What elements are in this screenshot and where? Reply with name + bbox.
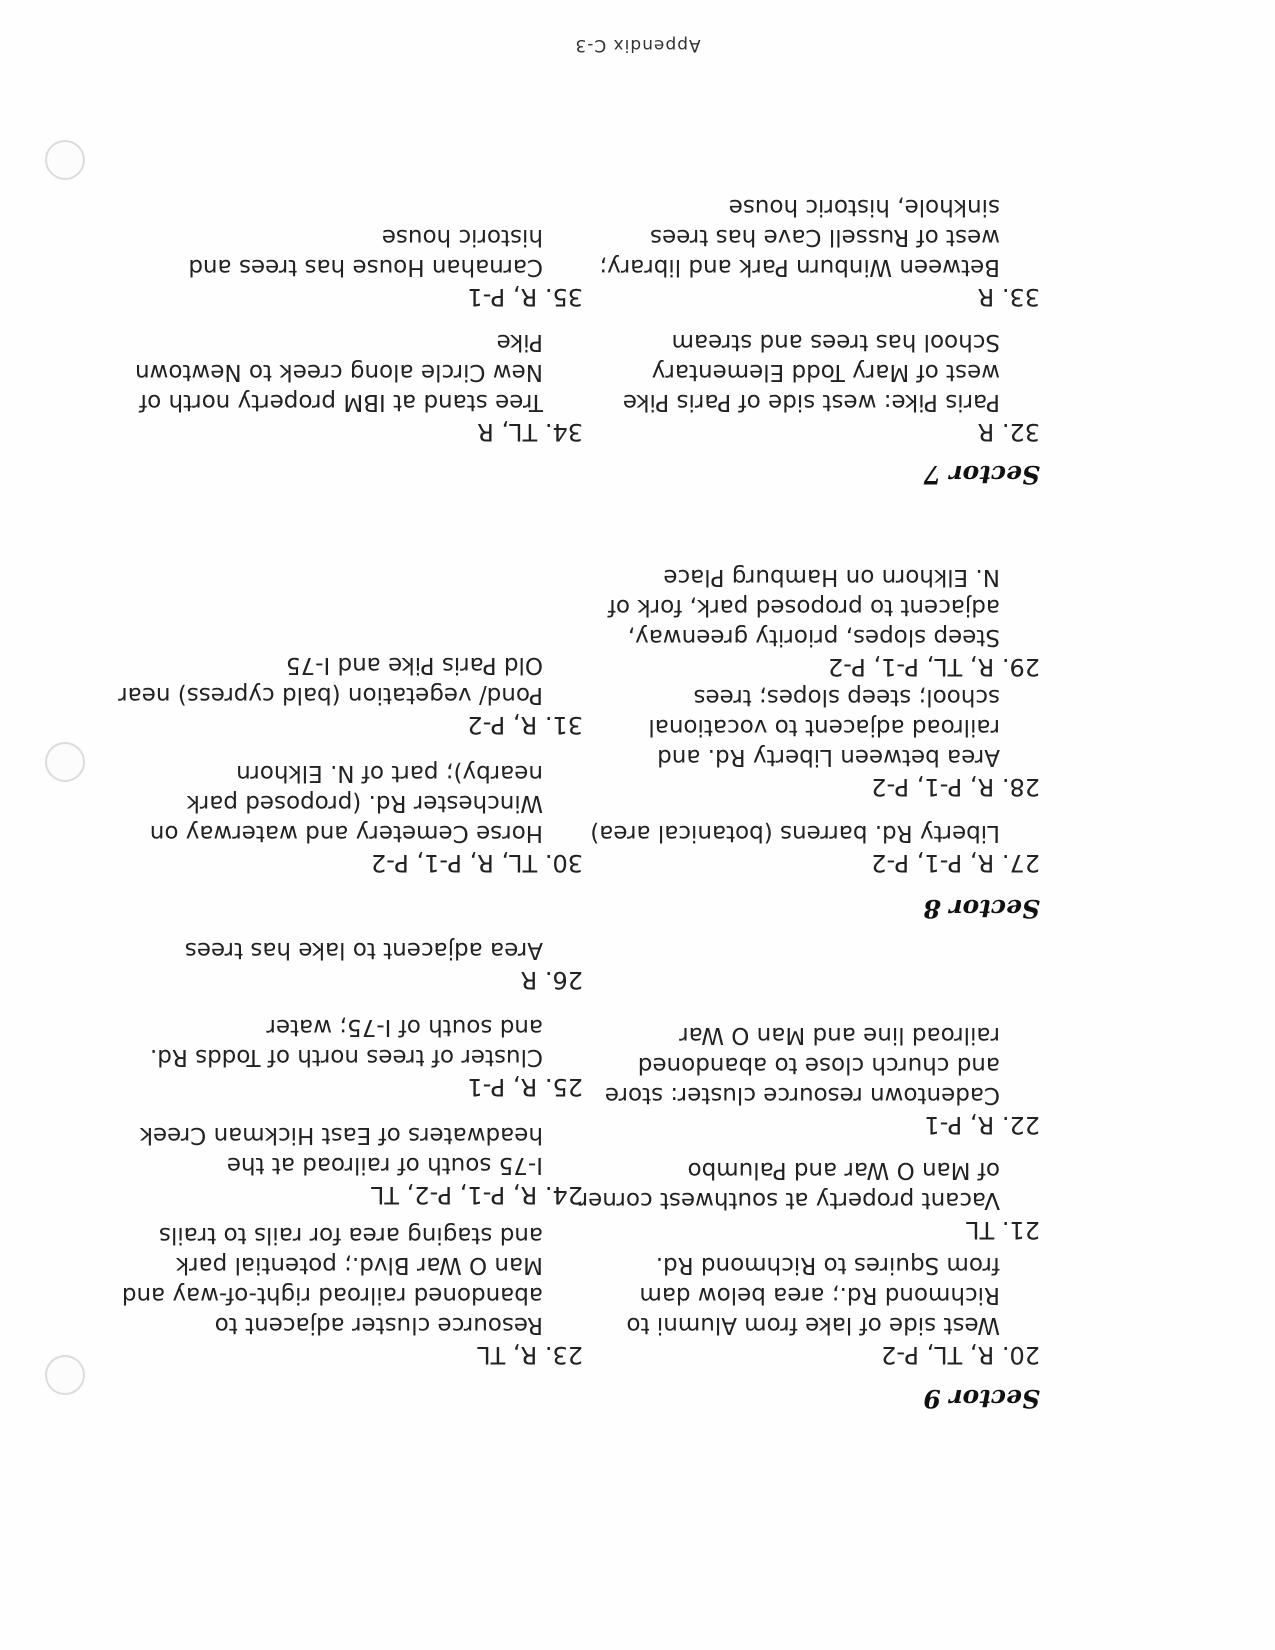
entry-24-line-1: I-75 south of railroad at the <box>226 1152 543 1178</box>
entry-29-codes: 29. R, TL, P-1, P-2 <box>827 653 1040 681</box>
entry-35 <box>188 222 583 312</box>
entry-23 <box>122 1220 583 1370</box>
entry-20-line-2: Richmond Rd.; area below dam <box>639 1282 1000 1308</box>
entry-31-codes: 31. R, P-2 <box>467 711 583 739</box>
entry-30-line-3: nearby); part of N. Elkhorn <box>236 760 543 786</box>
entry-34-line-3: Pike <box>496 329 543 355</box>
entry-23-line-2: abandoned railroad right-of-way and <box>121 1282 543 1308</box>
entry-21-line-2: of Man O War and Palumbo <box>687 1157 1000 1183</box>
binder-hole-top <box>45 1355 85 1395</box>
entry-26 <box>185 935 583 995</box>
entry-20-line-1: West side of lake from Alumni to <box>626 1312 1000 1338</box>
entry-22-codes: 22. R, P-1 <box>924 1111 1040 1139</box>
entry-23-line-1: Resource cluster adjacent to <box>214 1312 543 1338</box>
entry-34-line-2: New Circle along creek to Newtown <box>135 359 543 385</box>
entry-20 <box>626 1250 1040 1370</box>
entry-34-codes: 34. TL, R <box>477 418 583 446</box>
entry-23-line-4: and staging area for rails to trails <box>158 1222 543 1248</box>
entry-32-line-1: Paris Pike: west side of Paris Pike <box>622 389 1000 415</box>
entry-28-line-2: railroad adjacent to vocational <box>648 714 1000 740</box>
entry-33-line-3: sinkhole, historic house <box>728 194 1000 220</box>
entry-28-line-3: school; steep slopes; trees <box>693 684 1000 710</box>
entry-34-line-1: Tree stand at IBM property north of <box>139 389 543 415</box>
entry-33 <box>599 192 1040 312</box>
entry-21 <box>579 1155 1040 1245</box>
entry-30-line-1: Horse Cemetery and waterway on <box>149 820 543 846</box>
entry-30-codes: 30. TL, R, P-1, P-2 <box>370 849 583 877</box>
entry-27-line-1: Liberty Rd. barrens (botanical area) <box>590 820 1000 846</box>
entry-35-codes: 35. R, P-1 <box>467 283 583 311</box>
entry-22-line-1: Cadentown resource cluster: store <box>604 1082 1000 1108</box>
entry-24-codes: 24. R, P-1, P-2, TL <box>370 1181 583 1209</box>
entry-35-line-1: Carnahan House has trees and <box>188 254 543 280</box>
entry-33-line-1: Between Winburn Park and library; <box>599 254 1000 280</box>
entry-20-codes: 20. R, TL, P-2 <box>881 1341 1040 1369</box>
page-footer: Appendix C-3 <box>574 35 701 55</box>
entry-33-codes: 33. R <box>977 283 1040 311</box>
entry-21-codes: 21. TL <box>966 1216 1040 1244</box>
entry-26-line-1: Area adjacent to lake has trees <box>184 937 543 963</box>
entry-30-line-2: Winchester Rd. (proposed park <box>186 790 543 816</box>
entry-35-line-2: historic house <box>381 224 543 250</box>
entry-32-codes: 32. R <box>977 418 1040 446</box>
entry-28 <box>648 682 1040 802</box>
entry-25 <box>150 1012 583 1102</box>
entry-29 <box>608 562 1040 682</box>
entry-34 <box>135 327 583 447</box>
entry-21-line-1: Vacant property at southwest corner <box>578 1187 1000 1213</box>
entry-32 <box>623 327 1040 447</box>
entry-27 <box>590 818 1040 878</box>
entry-32-line-2: west of Mary Todd Elementary <box>651 359 1000 385</box>
entry-31-line-1: Pond/ vegetation (bald cypress) near <box>118 682 543 708</box>
binder-hole-middle <box>45 742 85 782</box>
entry-30 <box>150 758 583 878</box>
entry-31 <box>118 650 583 740</box>
entry-20-line-3: from Squires to Richmond Rd. <box>655 1252 1000 1278</box>
entry-33-line-2: west of Russell Cave has trees <box>650 224 1000 250</box>
entry-24-line-2: headwaters of East Hickman Creek <box>139 1122 543 1148</box>
entry-31-line-2: Old Paris Pike and I-75 <box>285 652 543 678</box>
entry-28-codes: 28. R, P-1, P-2 <box>871 773 1040 801</box>
binder-hole-bottom <box>45 140 85 180</box>
entry-22-line-2: and church close to abandoned <box>637 1052 1000 1078</box>
entry-24 <box>140 1120 583 1210</box>
entry-25-codes: 25. R, P-1 <box>467 1073 583 1101</box>
entry-25-line-1: Cluster of trees north of Todds Rd. <box>149 1044 543 1070</box>
sector-9-heading: Sector 9 <box>923 1384 1040 1413</box>
entry-26-codes: 26. R <box>520 966 583 994</box>
entry-22 <box>605 1020 1040 1140</box>
entry-23-line-3: Man O War Blvd.; potential park <box>175 1252 543 1278</box>
entry-27-codes: 27. R, P-1, P-2 <box>871 849 1040 877</box>
entry-32-line-3: School has trees and stream <box>671 329 1000 355</box>
entry-25-line-2: and south of I-75; water <box>266 1014 543 1040</box>
entry-23-codes: 23. R, TL <box>477 1341 583 1369</box>
entry-28-line-1: Area between Liberty Rd. and <box>657 744 1000 770</box>
sector-7-heading: Sector 7 <box>923 460 1040 489</box>
entry-29-line-3: N. Elkhorn on Hamburg Place <box>663 564 1000 590</box>
entry-22-line-3: railroad line and Man O War <box>679 1022 1000 1048</box>
entry-29-line-2: adjacent to proposed park, fork of <box>607 594 1000 620</box>
entry-29-line-1: Steep slopes, priority greenway, <box>627 624 1000 650</box>
sector-8-heading: Sector 8 <box>923 894 1040 923</box>
